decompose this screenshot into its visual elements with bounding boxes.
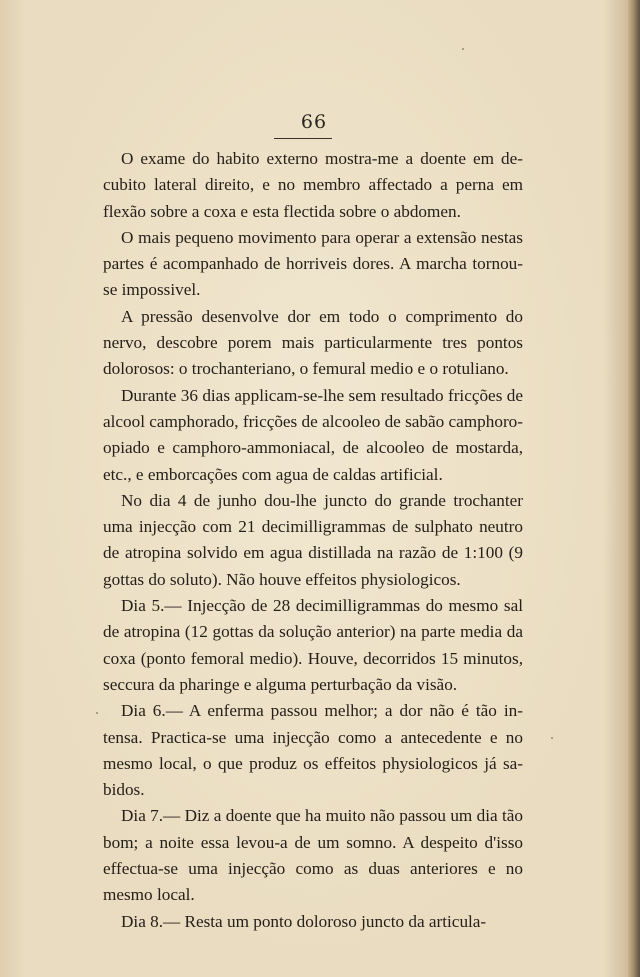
page-number-rule	[274, 138, 332, 139]
paragraph-1: O exame do habito externo mostra-me a doente em decubito lateral direito, e no membro affectado a perna em flexão sobre a coxa e esta flectida sobre o abdomen.	[103, 149, 523, 221]
page-number: 66	[300, 111, 328, 133]
paper-speck	[551, 737, 553, 739]
paragraph-4: Durante 36 dias applicam-se-lhe sem resultado fricções de alcool camphorado, fricções de alcooleo de sabão camphoro-opiado e camphoro-ammoniacal, de alcooleo de mostarda, etc., e emborcações com agua de caldas artificial.	[103, 385, 523, 484]
paragraph-3: A pressão desenvolve dor em todo o comprimento do nervo, descobre porem mais particularmente tres pontos dolorosos: o trochanteriano, o femural medio e o rotuliano.	[103, 306, 523, 379]
paper-speck	[462, 48, 464, 50]
binding-edge	[628, 0, 640, 977]
paragraph-9: Dia 8.— Resta um ponto doloroso juncto da articula-	[121, 911, 487, 931]
paragraph-6: Dia 5.— Injecção de 28 decimilligrammas do mesmo sal de atropina (12 gottas da solução anterior) na parte media da coxa (ponto femoral medio). Houve, decorridos 15 minutos, seccura da pharinge e alguma perturbação da visão.	[103, 596, 523, 694]
paragraph-2: O mais pequeno movimento para operar a extensão nestas partes é acompanhado de horriveis dores. A marcha tornou-se impossivel.	[103, 227, 523, 300]
body-text	[103, 146, 523, 935]
paragraph-8: Dia 7.— Diz a doente que ha muito não passou um dia tão bom; a noite essa levou-a de um somno. A despeito d'isso effectua-se uma injecção como as duas anteriores e no mesmo local.	[103, 806, 523, 905]
paragraph-7: Dia 6.— A enferma passou melhor; a dor não é tão intensa. Practica-se uma injecção como a antecedente e no mesmo local, o que produz os effeitos physiologicos já sabidos.	[103, 701, 523, 800]
paragraph-5: No dia 4 de junho dou-lhe juncto do grande trochanter uma injecção com 21 decimilligrammas de sulphato neutro de atropina solvido em agua distillada na razão de 1:100 (9 gottas do soluto). Não houve effeitos physiologicos.	[103, 490, 523, 589]
paper-speck	[96, 712, 98, 714]
